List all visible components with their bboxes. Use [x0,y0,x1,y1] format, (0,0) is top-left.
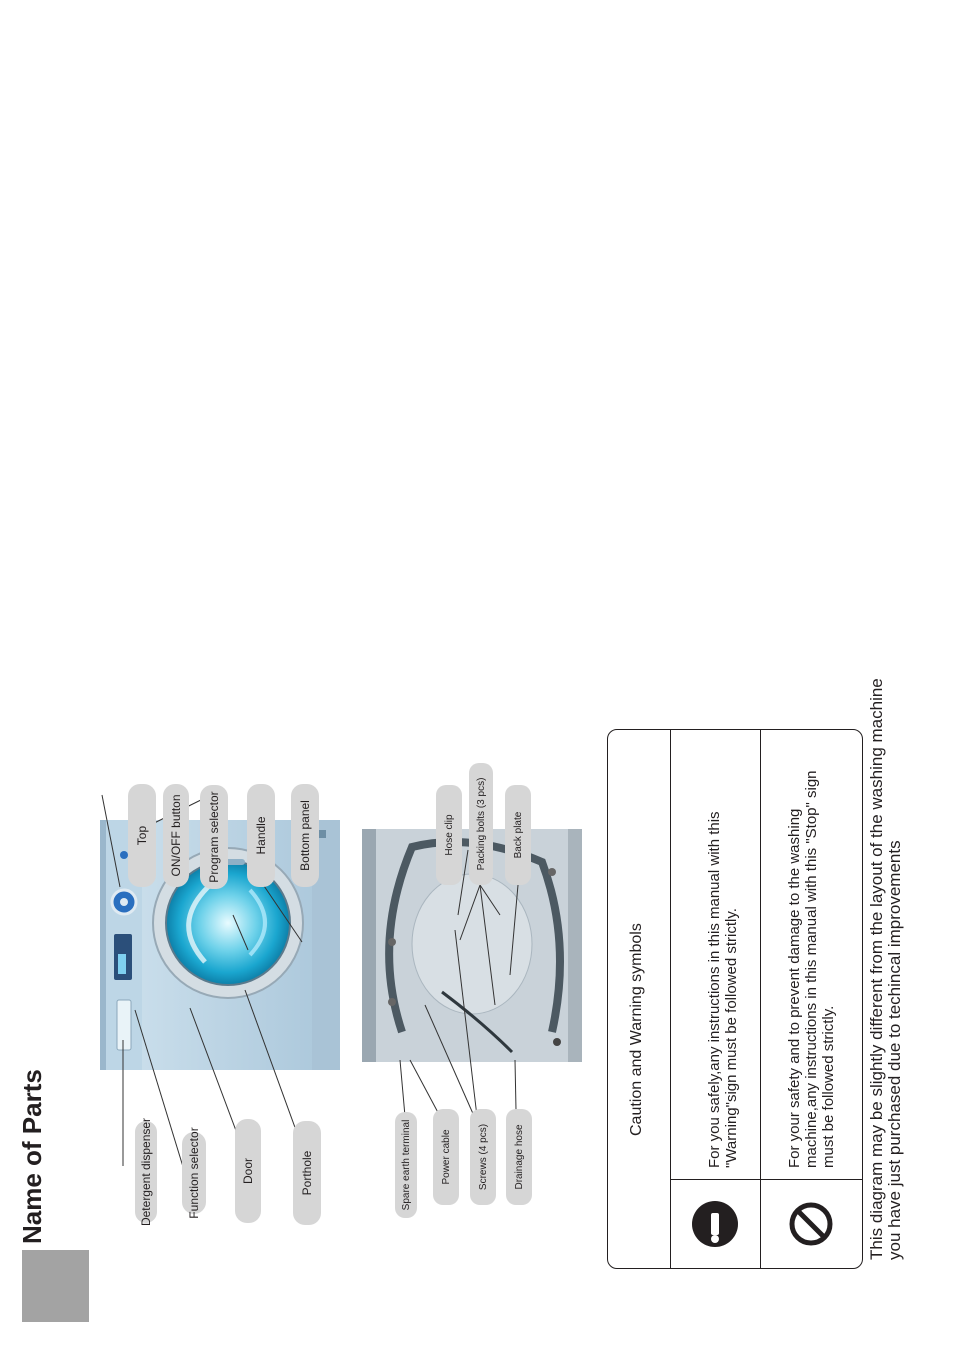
label-door: Door [235,1119,261,1223]
label-onoff-button: ON/OFF button [163,784,189,887]
exclamation-circle-icon [691,1200,739,1248]
warning-symbol-cell [670,1180,760,1268]
label-packing-bolts: Packing bolts (3 pcs) [469,763,493,885]
label-drainage-hose: Drainage hose [506,1109,532,1205]
label-porthole: Porthole [293,1121,321,1225]
label-handle: Handle [247,784,275,887]
label-power-cable: Power cable [433,1109,459,1205]
warning-instruction-text: For you safely,any instructions in this manual with this "Warning"sign must be followed strictly. [706,811,740,1168]
label-function-selector: Function selector [182,1132,206,1214]
caution-warning-table [607,729,863,1269]
label-screws: Screws (4 pcs) [470,1109,496,1205]
label-hose-clip: Hose clip [436,785,462,885]
label-spare-earth-terminal: Spare earth terminal [395,1112,417,1218]
label-detergent-dispenser: Detergent dispenser [135,1121,157,1223]
label-top: Top [128,784,156,887]
label-back-plate: Back plate [505,785,531,885]
stop-symbol-cell [760,1180,862,1268]
caution-title-cell [608,923,670,1268]
page-title: Name of Parts [17,1069,47,1244]
stop-instruction-text: For your safety and to prevent damage to the washing machine,any instructions in this manual with this "Stop" sign must be followed strictly. [786,770,837,1168]
label-program-selector: Program selector [200,785,228,889]
caution-title: Caution and Warning symbols [628,923,645,1136]
diagram-footnote: This diagram may be slightly different from the layout of the washing machine you have just purchased due to techincal improvements [867,678,904,1260]
label-bottom-panel: Bottom panel [291,784,319,887]
prohibition-icon [788,1201,834,1247]
